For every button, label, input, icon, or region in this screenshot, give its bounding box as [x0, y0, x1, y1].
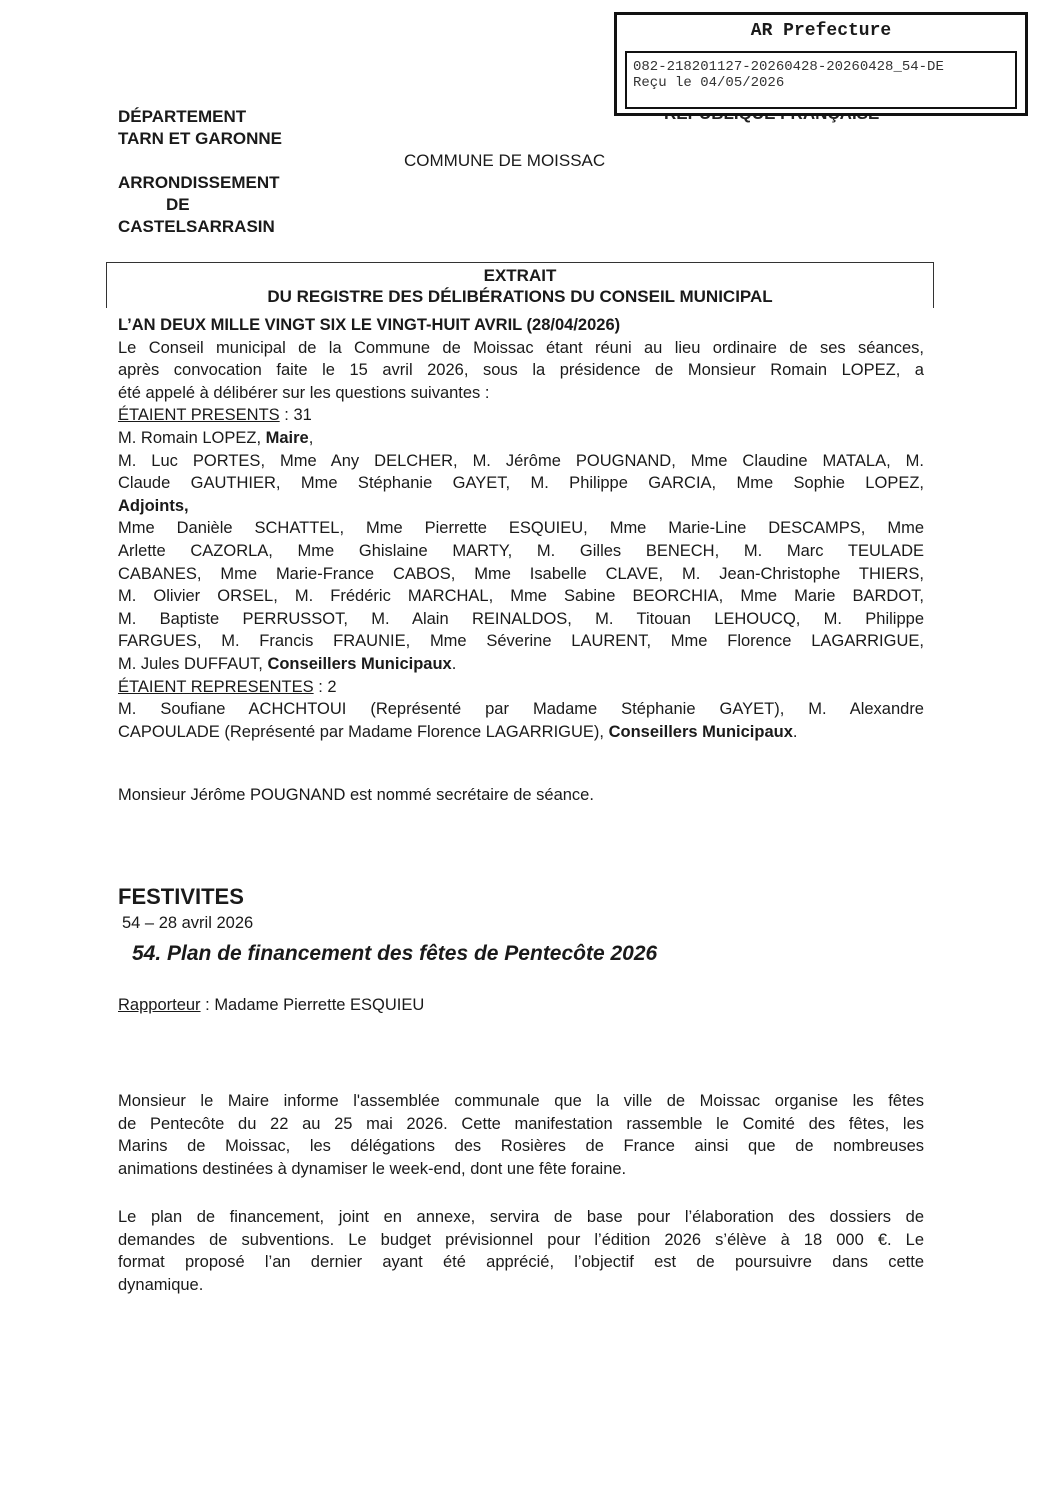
- paragraph-line: Marins de Moissac, les délégations des Rosières de France ainsi que de nombreuses: [118, 1137, 924, 1156]
- commune-title: COMMUNE DE MOISSAC: [404, 151, 606, 170]
- extrait-header: [106, 262, 934, 308]
- secretaire-line: Monsieur Jérôme POUGNAND est nommé secrétaire de séance.: [118, 786, 594, 804]
- paragraph-line: dynamique.: [118, 1275, 204, 1294]
- registre-title: DU REGISTRE DES DÉLIBÉRATIONS DU CONSEIL MUNICIPAL: [267, 287, 773, 306]
- ar-prefecture-stamp: [614, 12, 1028, 116]
- seance-body: [118, 314, 924, 743]
- deliberation-date: 54 – 28 avril 2026: [122, 914, 254, 932]
- conseillers-line: M. Baptiste PERRUSSOT, M. Alain REINALDOS, M. Titouan LEHOUCQ, M. Philippe: [118, 609, 924, 628]
- representes-line: M. Soufiane ACHCHTOUI (Représenté par Madame Stéphanie GAYET), M. Alexandre: [118, 700, 924, 719]
- paragraph-line: demandes de subventions. Le budget prévisionnel pour l’édition 2026 s’élève à 18 000 €. Le: [118, 1230, 924, 1249]
- arrondissement-block: [118, 172, 280, 238]
- stamp-received-date: Reçu le 04/05/2026: [633, 75, 785, 91]
- rapporteur-label: Rapporteur: [118, 996, 201, 1014]
- seance-date: L’AN DEUX MILLE VINGT SIX LE VINGT-HUIT AVRIL (28/04/2026): [118, 316, 621, 334]
- represente-name: CAPOULADE (Représenté par Madame Florence LAGARRIGUE),: [118, 722, 609, 741]
- conseillers-line: CABANES, Mme Marie-France CABOS, Mme Isabelle CLAVE, M. Jean-Christophe THIERS,: [118, 564, 924, 583]
- conseillers-line: M. Olivier ORSEL, M. Frédéric MARCHAL, Mme Sabine BEORCHIA, Mme Marie BARDOT,: [118, 587, 924, 606]
- maire-line: [118, 427, 924, 450]
- stamp-details: [625, 51, 1017, 109]
- maire-name: M. Romain LOPEZ,: [118, 428, 266, 447]
- punctuation: ,: [308, 428, 314, 447]
- paragraph-line: Monsieur le Maire informe l'assemblée communale que la ville de Moissac organise les fêtes: [118, 1092, 924, 1110]
- representes-heading: [118, 676, 924, 699]
- maire-role: Maire: [265, 428, 309, 447]
- conseillers-role: Conseillers Municipaux: [267, 654, 452, 673]
- conseillers-last-line: [118, 653, 924, 676]
- conseiller-name: M. Jules DUFFAUT,: [118, 654, 268, 673]
- rapporteur-line: [118, 996, 424, 1015]
- presents-label: ÉTAIENT PRESENTS: [118, 406, 280, 425]
- paragraph-line: de Pentecôte du 22 au 25 mai 2026. Cette manifestation rassemble le Comité des fêtes, les: [118, 1114, 924, 1133]
- intro-line: Le Conseil municipal de la Commune de Moissac étant réuni au lieu ordinaire de ses séances,: [118, 338, 924, 357]
- section-title: FESTIVITES: [118, 884, 244, 909]
- conseillers-line: FARGUES, M. Francis FRAUNIE, Mme Séverine LAURENT, Mme Florence LAGARRIGUE,: [118, 632, 924, 651]
- intro-line: après convocation faite le 15 avril 2026, sous la présidence de Monsieur Romain LOPEZ, a: [118, 361, 924, 380]
- deliberation-title: 54. Plan de financement des fêtes de Pentecôte 2026: [132, 942, 658, 965]
- presents-count: : 31: [279, 406, 312, 425]
- arrondissement-label: ARRONDISSEMENT: [118, 173, 280, 192]
- paragraph-1: [118, 1090, 924, 1180]
- rapporteur-name: : Madame Pierrette ESQUIEU: [200, 996, 425, 1014]
- conseillers-line: Arlette CAZORLA, Mme Ghislaine MARTY, M. Gilles BENECH, M. Marc TEULADE: [118, 541, 924, 560]
- extrait-title: EXTRAIT: [483, 266, 557, 285]
- paragraph-2: [118, 1206, 924, 1296]
- departement-block: [118, 106, 282, 150]
- representes-count: : 2: [313, 677, 337, 696]
- representes-last-line: [118, 721, 924, 744]
- paragraph-line: animations destinées à dynamiser le week-end, dont une fête foraine.: [118, 1159, 627, 1178]
- arrondissement-de: DE: [166, 195, 190, 214]
- adjoints-line: Claude GAUTHIER, Mme Stéphanie GAYET, M. Philippe GARCIA, Mme Sophie LOPEZ,: [118, 474, 924, 493]
- adjoints-role: Adjoints,: [118, 496, 189, 515]
- adjoints-line: M. Luc PORTES, Mme Any DELCHER, M. Jérôme POUGNAND, Mme Claudine MATALA, M.: [118, 451, 924, 470]
- intro-line: été appelé à délibérer sur les questions suivantes :: [118, 383, 490, 402]
- punctuation: .: [792, 722, 798, 741]
- representes-role: Conseillers Municipaux: [608, 722, 793, 741]
- conseillers-line: Mme Danièle SCHATTEL, Mme Pierrette ESQUIEU, Mme Marie-Line DESCAMPS, Mme: [118, 519, 924, 538]
- stamp-title: AR Prefecture: [750, 21, 892, 41]
- paragraph-line: format proposé l’an dernier ayant été apprécié, l’objectif est de poursuivre dans cette: [118, 1253, 924, 1272]
- punctuation: .: [451, 654, 457, 673]
- departement-label: DÉPARTEMENT: [118, 107, 247, 126]
- arrondissement-name: CASTELSARRASIN: [118, 217, 275, 236]
- paragraph-line: Le plan de financement, joint en annexe, servira de base pour l’élaboration des dossiers de: [118, 1208, 924, 1226]
- departement-name: TARN ET GARONNE: [118, 129, 283, 148]
- representes-label: ÉTAIENT REPRESENTES: [118, 677, 314, 696]
- presents-heading: [118, 404, 924, 427]
- stamp-reference: 082-218201127-20260428-20260428_54-DE: [633, 59, 944, 75]
